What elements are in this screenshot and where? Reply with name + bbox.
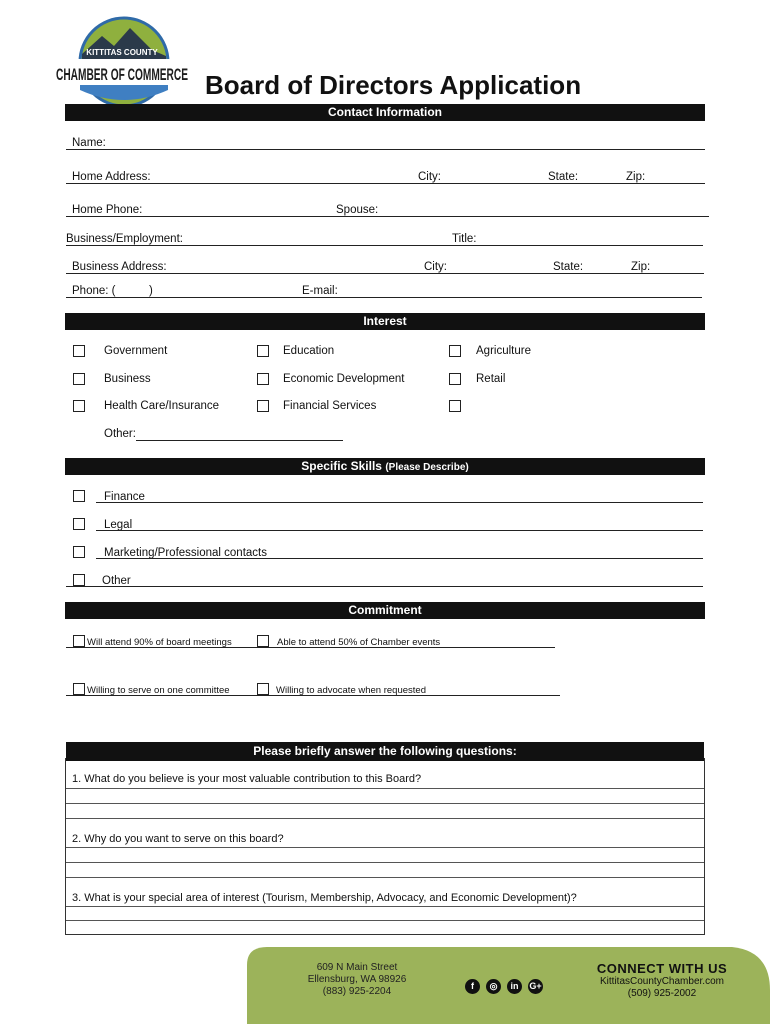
checkbox-business[interactable] [73,373,85,385]
interest-retail-label: Retail [476,373,506,385]
commitment-row2-line [66,695,560,696]
connect-heading: CONNECT WITH US [596,961,728,976]
business-city-label: City: [424,261,447,273]
skill-other-field[interactable] [66,586,703,587]
checkbox-financial-services[interactable] [257,400,269,412]
answer-1-line-3[interactable] [66,818,704,819]
phone-label: Phone: ( [72,285,116,297]
section-contact-header: Contact Information [65,104,705,121]
question-3: 3. What is your special area of interest (Tourism, Membership, Advocacy, and Economic Development)? [72,892,577,904]
answer-1-line-2[interactable] [66,803,704,804]
skill-marketing-label: Marketing/Professional contacts [104,547,267,559]
section-interest-header: Interest [65,313,705,330]
spouse-label: Spouse: [336,204,379,216]
chamber-logo [52,14,192,114]
home-address-label: Home Address: [72,171,151,183]
footer-address [287,962,427,998]
interest-education-label: Education [283,345,335,357]
name-label: Name: [72,137,106,149]
google-plus-icon[interactable]: G+ [528,979,543,994]
interest-health-care-label: Health Care/Insurance [104,400,220,412]
checkbox-finance[interactable] [73,490,85,502]
checkbox-marketing[interactable] [73,546,85,558]
checkbox-board-meetings[interactable] [73,635,85,647]
section-skills-header [65,458,705,475]
footer-phone: (509) 925-2002 [627,988,697,999]
checkbox-government[interactable] [73,345,85,357]
checkbox-chamber-events[interactable] [257,635,269,647]
interest-financial-services-label: Financial Services [283,400,377,412]
footer-connect [572,961,752,1000]
interest-other-field[interactable] [136,440,343,441]
business-employment-field[interactable] [66,245,703,246]
home-phone-field[interactable] [66,216,709,217]
linkedin-icon[interactable]: in [507,979,522,994]
instagram-icon[interactable]: ◎ [486,979,501,994]
checkbox-legal[interactable] [73,518,85,530]
question-1: 1. What do you believe is your most valuable contribution to this Board? [72,773,422,785]
questions-table [65,744,705,935]
zip-label: Zip: [626,171,646,183]
title-label: Title: [452,233,477,245]
interest-government-label: Government [104,345,168,357]
city-label: City: [418,171,441,183]
page-title: Board of Directors Application [205,70,582,100]
interest-agriculture-label: Agriculture [476,345,531,357]
skills-note: (Please Describe) [385,462,469,473]
footer-address-line1: 609 N Main Street [316,962,398,973]
footer-address-line2: Ellensburg, WA 98926 [307,974,407,985]
facebook-icon[interactable]: f [465,979,480,994]
commitment-board-meetings-label: Will attend 90% of board meetings [87,637,232,648]
answer-3-line-1[interactable] [66,906,704,907]
business-zip-label: Zip: [631,261,651,273]
checkbox-agriculture[interactable] [449,345,461,357]
logo-main-text: CHAMBER OF COMMERCE [56,65,188,84]
name-field[interactable] [66,149,705,150]
footer-address-phone: (883) 925-2204 [322,986,392,997]
skill-legal-label: Legal [104,519,133,531]
phone-paren-close: ) [149,285,153,297]
interest-other-label: Other: [104,428,136,440]
checkbox-economic-development[interactable] [257,373,269,385]
home-address-field[interactable] [66,183,705,184]
checkbox-retail[interactable] [449,373,461,385]
checkbox-education[interactable] [257,345,269,357]
answer-2-line-3[interactable] [66,877,704,878]
question-2: 2. Why do you want to serve on this board? [72,833,284,845]
commitment-chamber-events-label: Able to attend 50% of Chamber events [277,637,441,648]
logo-top-text: KITTITAS COUNTY [86,48,158,57]
section-commitment-header: Commitment [65,602,705,619]
commitment-advocate-label: Willing to advocate when requested [276,685,426,696]
skill-legal-field[interactable] [96,530,703,531]
checkbox-health-care[interactable] [73,400,85,412]
home-phone-label: Home Phone: [72,204,143,216]
skill-finance-field[interactable] [96,502,703,503]
skill-marketing-field[interactable] [96,558,703,559]
checkbox-committee[interactable] [73,683,85,695]
business-employment-label: Business/Employment: [66,233,183,245]
answer-2-line-1[interactable] [66,847,704,848]
checkbox-skill-other[interactable] [73,574,85,586]
state-label: State: [548,171,579,183]
skill-other-label: Other [102,575,131,587]
interest-business-label: Business [104,373,151,385]
phone-email-field[interactable] [66,297,702,298]
checkbox-advocate[interactable] [257,683,269,695]
skill-finance-label: Finance [104,491,145,503]
answer-2-line-2[interactable] [66,862,704,863]
interest-economic-development-label: Economic Development [283,373,405,385]
checkbox-blank-interest[interactable] [449,400,461,412]
answer-1-line-1[interactable] [66,788,704,789]
email-label: E-mail: [302,285,338,297]
questions-header: Please briefly answer the following questions: [66,742,704,761]
commitment-committee-label: Willing to serve on one committee [87,685,230,696]
answer-3-line-2[interactable] [66,920,704,921]
commitment-row1-line [66,647,555,648]
footer-website[interactable]: KittitasCountyChamber.com [600,976,724,987]
business-address-field[interactable] [66,273,704,274]
business-address-label: Business Address: [72,261,167,273]
business-state-label: State: [553,261,584,273]
skills-title: Specific Skills [301,459,382,473]
